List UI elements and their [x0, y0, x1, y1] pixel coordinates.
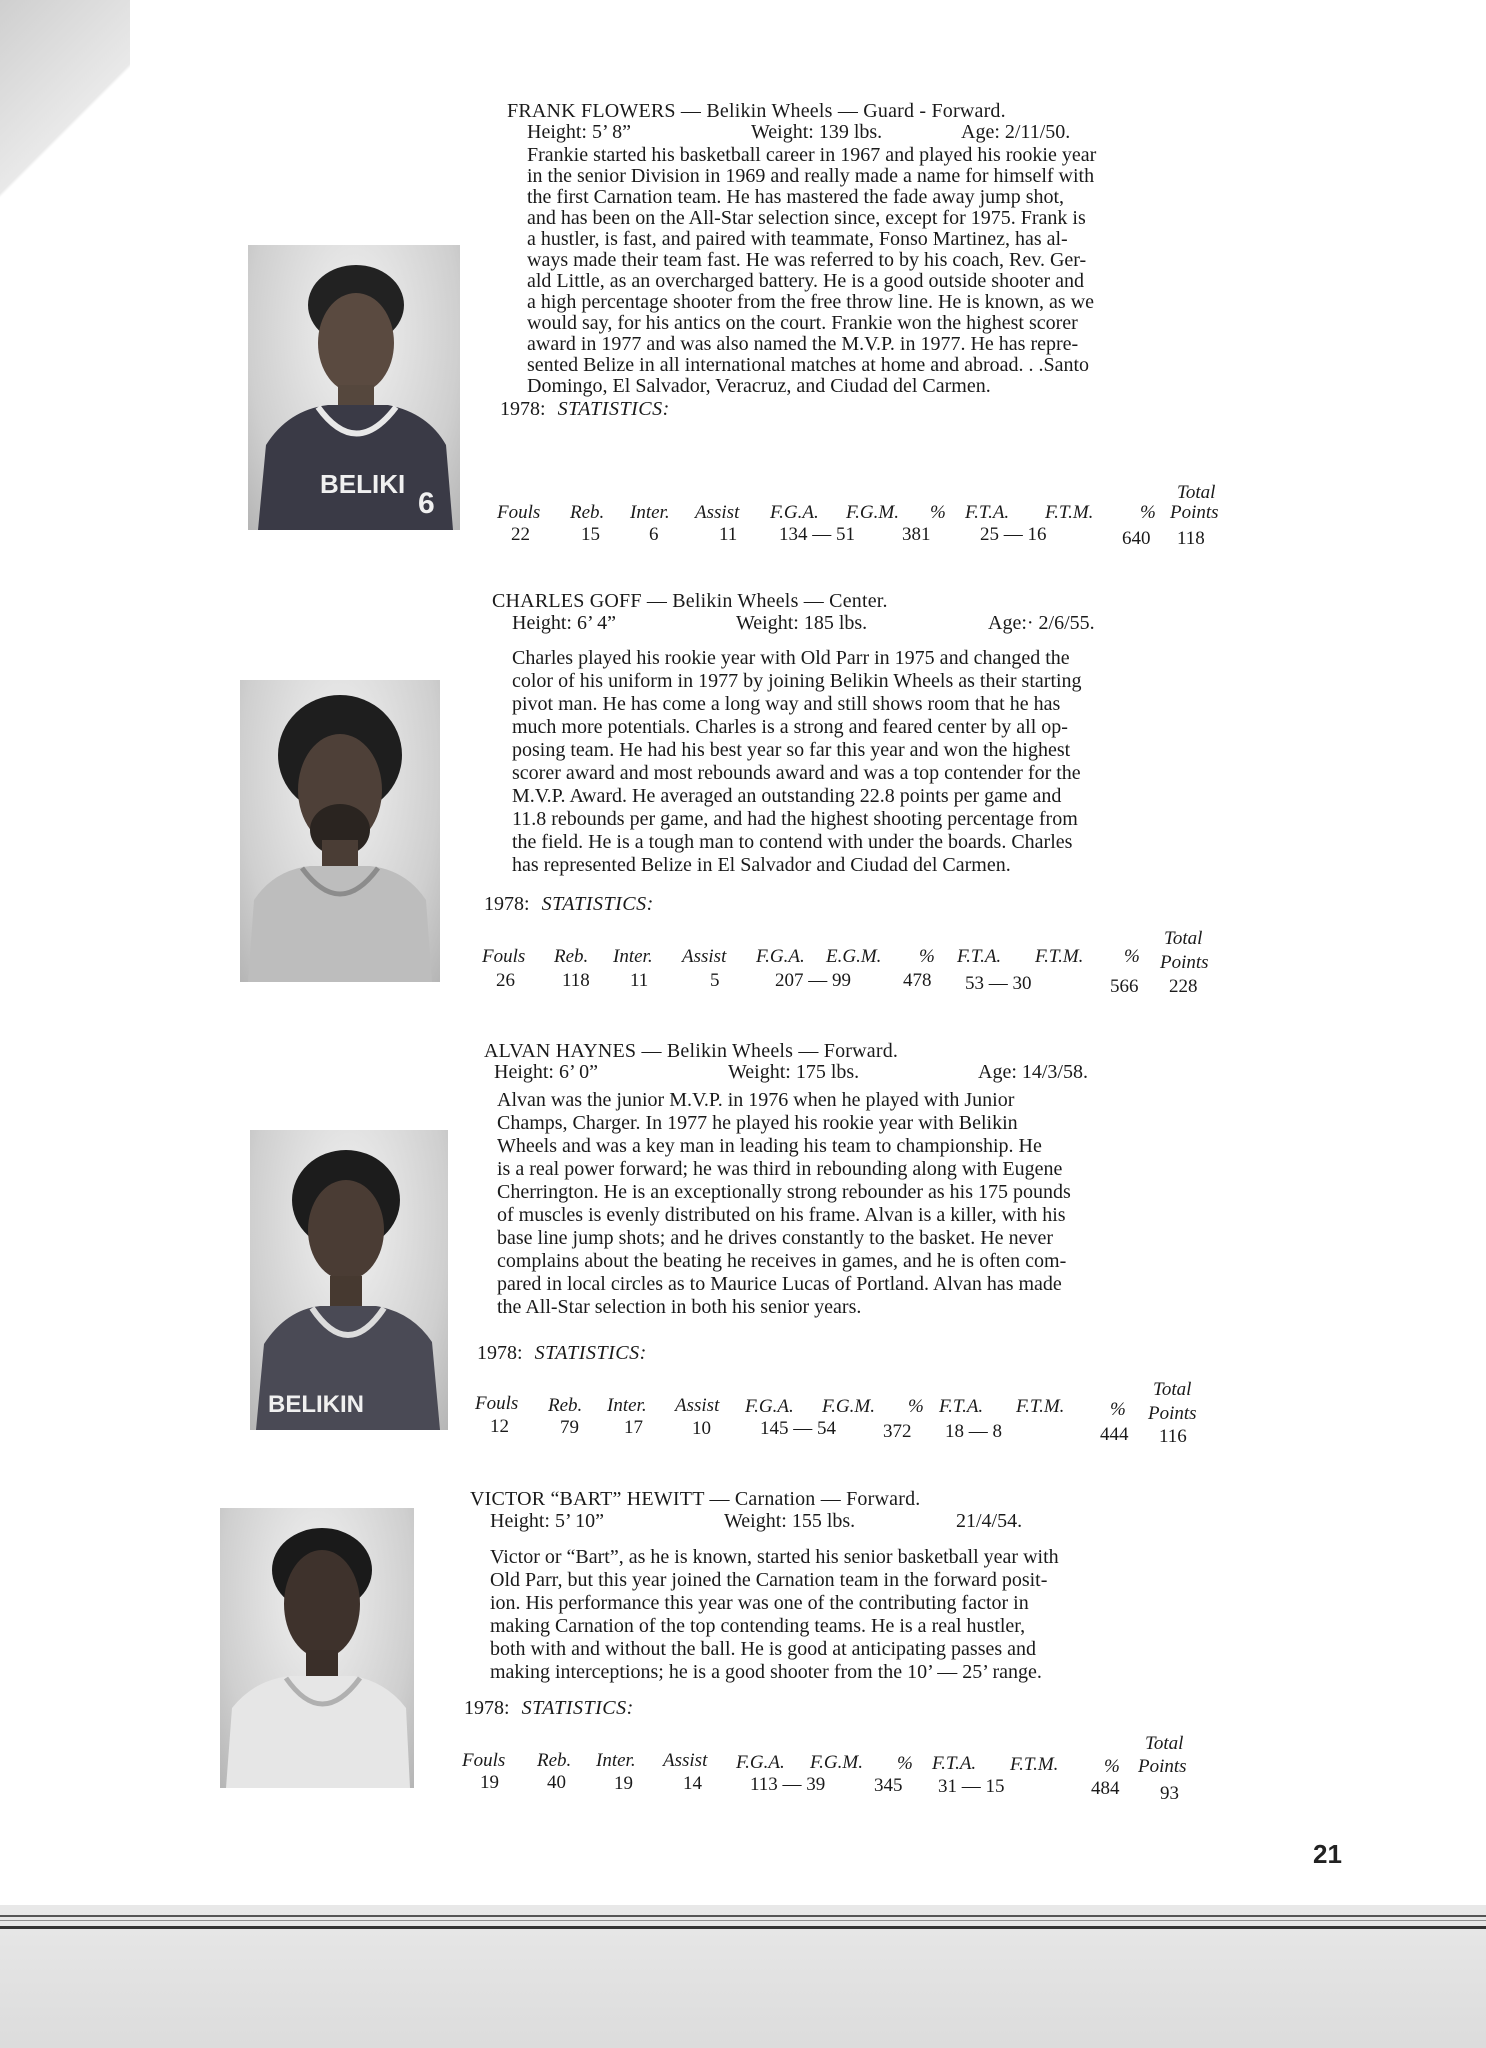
stat-header: Inter. — [607, 1395, 647, 1416]
player-photo — [250, 1130, 448, 1430]
bio-line: much more potentials. Charles is a strong and feared center by all op- — [512, 716, 1068, 738]
bio-line: both with and without the ball. He is good at anticipating passes and — [490, 1638, 1037, 1660]
bio-line: 11.8 rebounds per game, and had the highest shooting percentage from — [512, 808, 1078, 830]
stat-header: F.G.A. — [745, 1396, 794, 1417]
stat-header: Reb. — [537, 1750, 572, 1771]
stat-header: F.T.M. — [1035, 946, 1084, 967]
player-portrait-icon — [250, 1130, 448, 1430]
stat-header: Assist — [663, 1750, 708, 1771]
stat-header: Points — [1148, 1403, 1197, 1424]
bio-line: Old Parr, but this year joined the Carnation team in the forward posit- — [490, 1569, 1048, 1591]
stat-value: 118 — [1177, 528, 1205, 549]
bio-line: ways made their team fast. He was referred to by his coach, Rev. Ger- — [527, 249, 1087, 271]
stats-heading — [464, 1697, 634, 1720]
stat-value: 207 — 99 — [775, 970, 851, 991]
player-age: Age: 2/11/50. — [961, 121, 1071, 143]
bio-line: Wheels and was a key man in leading his team to championship. He — [497, 1135, 1042, 1157]
page-corner-shadow — [0, 0, 130, 300]
stats-title: STATISTICS: — [521, 1697, 634, 1719]
bio-line: Charles played his rookie year with Old Parr in 1975 and changed the — [512, 647, 1070, 669]
stat-value: 118 — [562, 970, 590, 991]
stat-header: % — [1140, 502, 1156, 523]
bio-line: the field. He is a tough man to contend with under the boards. Charles — [512, 831, 1073, 853]
stat-header-total: Total — [1164, 928, 1203, 949]
stat-header: Fouls — [482, 946, 526, 967]
bio-line: color of his uniform in 1977 by joining Belikin Wheels as their starting — [512, 670, 1082, 692]
player-portrait-icon — [248, 245, 460, 530]
stat-value: 19 — [480, 1772, 499, 1793]
player-name-line: FRANK FLOWERS — Belikin Wheels — Guard - Forward. — [507, 100, 1006, 122]
player-age: Age: 14/3/58. — [978, 1061, 1088, 1083]
stat-header: F.G.M. — [822, 1396, 875, 1417]
stat-header: F.T.A. — [939, 1396, 984, 1417]
stat-header: Reb. — [548, 1395, 583, 1416]
bio-line: ald Little, as an overcharged battery. He is a good outside shooter and — [527, 270, 1085, 292]
stat-value: 566 — [1110, 976, 1139, 997]
page-edge-line — [0, 1926, 1486, 1929]
stat-value: 10 — [692, 1418, 711, 1439]
stat-header: Fouls — [475, 1393, 519, 1414]
bio-line: making Carnation of the top contending teams. He is a real hustler, — [490, 1615, 1026, 1637]
stat-header: Assist — [675, 1395, 720, 1416]
bio-line: a high percentage shooter from the free throw line. He is known, as we — [527, 291, 1095, 313]
stat-value: 484 — [1091, 1778, 1120, 1799]
stat-header: F.T.A. — [957, 946, 1002, 967]
bio-line: base line jump shots; and he drives constantly to the basket. He never — [497, 1227, 1053, 1249]
page-edge-line — [0, 1920, 1486, 1921]
bio-line: in the senior Division in 1969 and really made a name for himself with — [527, 165, 1095, 187]
stat-value: 31 — 15 — [938, 1776, 1005, 1797]
bio-line: Cherrington. He is an exceptionally strong rebounder as his 175 pounds — [497, 1181, 1071, 1203]
bio-line: Victor or “Bart”, as he is known, started his senior basketball year with — [490, 1546, 1059, 1568]
stat-value: 372 — [883, 1421, 912, 1442]
bio-line: complains about the beating he receives in games, and he is often com- — [497, 1250, 1067, 1272]
stat-value: 145 — 54 — [760, 1418, 836, 1439]
bio-line: has represented Belize in El Salvador and Ciudad del Carmen. — [512, 854, 1011, 876]
stat-header: F.T.A. — [965, 502, 1010, 523]
stat-value: 11 — [719, 524, 738, 545]
player-weight: Weight: 175 lbs. — [728, 1061, 860, 1083]
stat-header-total: Total — [1145, 1733, 1184, 1754]
stats-title: STATISTICS: — [534, 1342, 647, 1364]
stat-header: % — [908, 1396, 924, 1417]
stat-value: 19 — [614, 1773, 633, 1794]
stat-value: 14 — [683, 1773, 702, 1794]
bio-line: M.V.P. Award. He averaged an outstanding 22.8 points per game and — [512, 785, 1062, 807]
stat-value: 381 — [902, 524, 931, 545]
player-photo — [220, 1508, 414, 1788]
stat-value: 53 — 30 — [965, 973, 1032, 994]
stat-value: 12 — [490, 1416, 509, 1437]
stat-value: 40 — [547, 1772, 566, 1793]
stat-value: 116 — [1159, 1426, 1187, 1447]
player-height: Height: 6’ 0” — [494, 1061, 599, 1083]
stat-value: 25 — 16 — [980, 524, 1047, 545]
stat-header: F.T.M. — [1045, 502, 1094, 523]
stat-value: 478 — [903, 970, 932, 991]
stats-heading — [477, 1342, 647, 1365]
bio-line: and has been on the All-Star selection since, except for 1975. Frank is — [527, 207, 1086, 229]
stat-header: F.G.M. — [810, 1752, 863, 1773]
page-edge-line — [0, 1915, 1486, 1917]
player-portrait-icon — [240, 680, 440, 982]
bio-line: Frankie started his basketball career in 1967 and played his rookie year — [527, 144, 1097, 166]
player-name-line: VICTOR “BART” HEWITT — Carnation — Forward. — [470, 1488, 921, 1510]
player-photo — [248, 245, 460, 530]
player-height: Height: 5’ 10” — [490, 1510, 605, 1532]
stat-header: F.T.A. — [932, 1753, 977, 1774]
stats-year: 1978: — [477, 1342, 523, 1364]
jersey-text: BELIKI — [320, 469, 406, 499]
stat-value: 15 — [581, 524, 600, 545]
stat-value: 5 — [710, 970, 720, 991]
player-age: 21/4/54. — [956, 1510, 1023, 1532]
stat-value: 228 — [1169, 976, 1198, 997]
bio-line: sented Belize in all international matches at home and abroad. . .Santo — [527, 354, 1090, 376]
stat-header: F.G.A. — [770, 502, 819, 523]
stat-header: % — [930, 502, 946, 523]
stat-value: 113 — 39 — [750, 1774, 826, 1795]
player-portrait-icon — [220, 1508, 414, 1788]
bio-line: ion. His performance this year was one of the contributing factor in — [490, 1592, 1029, 1614]
stat-value: 6 — [649, 524, 659, 545]
stat-value: 11 — [630, 970, 649, 991]
stat-header: Points — [1138, 1756, 1187, 1777]
bio-line: a hustler, is fast, and paired with teammate, Fonso Martinez, has al- — [527, 228, 1068, 250]
stat-header-total: Total — [1153, 1379, 1192, 1400]
player-weight: Weight: 155 lbs. — [724, 1510, 856, 1532]
stat-header: Points — [1160, 952, 1209, 973]
bio-line: Alvan was the junior M.V.P. in 1976 when he played with Junior — [497, 1089, 1015, 1111]
stat-value: 640 — [1122, 528, 1151, 549]
bio-line: of muscles is evenly distributed on his frame. Alvan is a killer, with his — [497, 1204, 1066, 1226]
stat-header: F.G.A. — [736, 1752, 785, 1773]
stats-title: STATISTICS: — [541, 893, 654, 915]
bio-line: Champs, Charger. In 1977 he played his rookie year with Belikin — [497, 1112, 1018, 1134]
stats-title: STATISTICS: — [557, 398, 670, 420]
stat-value: 18 — 8 — [945, 1421, 1002, 1442]
bio-line: making interceptions; he is a good shooter from the 10’ — 25’ range. — [490, 1661, 1042, 1683]
stat-header: E.G.M. — [826, 946, 882, 967]
stat-header: F.T.M. — [1016, 1396, 1065, 1417]
player-name-line: ALVAN HAYNES — Belikin Wheels — Forward. — [484, 1040, 899, 1062]
stats-year: 1978: — [484, 893, 530, 915]
player-photo — [240, 680, 440, 982]
stat-value: 345 — [874, 1775, 903, 1796]
player-name-line: CHARLES GOFF — Belikin Wheels — Center. — [492, 590, 888, 612]
stat-header: Inter. — [596, 1750, 636, 1771]
bio-line: pivot man. He has come a long way and still shows room that he has — [512, 693, 1061, 715]
bio-line: is a real power forward; he was third in rebounding along with Eugene — [497, 1158, 1063, 1180]
player-weight: Weight: 185 lbs. — [736, 612, 868, 634]
bio-line: award in 1977 and was also named the M.V.P. in 1977. He has repre- — [527, 333, 1079, 355]
stat-value: 134 — 51 — [779, 524, 855, 545]
stats-year: 1978: — [464, 1697, 510, 1719]
stat-header: Reb. — [570, 502, 605, 523]
stat-header: F.G.M. — [846, 502, 899, 523]
player-age: Age:· 2/6/55. — [988, 612, 1095, 634]
player-height: Height: 5’ 8” — [527, 121, 632, 143]
stat-header-total: Total — [1177, 482, 1216, 503]
stat-header: Fouls — [462, 1750, 506, 1771]
stat-header: % — [897, 1753, 913, 1774]
bio-line: scorer award and most rebounds award and was a top contender for the — [512, 762, 1081, 784]
stat-header: Fouls — [497, 502, 541, 523]
jersey-text: BELIKIN — [268, 1391, 364, 1418]
stat-value: 79 — [560, 1417, 579, 1438]
stat-header: % — [919, 946, 935, 967]
stat-header: % — [1104, 1756, 1120, 1777]
bio-line: Domingo, El Salvador, Veracruz, and Ciudad del Carmen. — [527, 375, 991, 397]
stat-header: Points — [1170, 502, 1219, 523]
stat-header: % — [1110, 1399, 1126, 1420]
stats-heading — [500, 398, 670, 421]
stat-header: Assist — [695, 502, 740, 523]
player-height: Height: 6’ 4” — [512, 612, 617, 634]
page-number: 21 — [1313, 1839, 1342, 1869]
stat-header: Inter. — [630, 502, 670, 523]
jersey-number: 6 — [418, 487, 435, 520]
bio-line: posing team. He had his best year so far this year and won the highest — [512, 739, 1071, 761]
stat-header: Assist — [682, 946, 727, 967]
bio-line: the All-Star selection in both his senior years. — [497, 1296, 862, 1318]
stats-heading — [484, 893, 654, 916]
stat-header: F.G.A. — [756, 946, 805, 967]
stat-header: % — [1124, 946, 1140, 967]
stat-value: 444 — [1100, 1424, 1129, 1445]
stats-year: 1978: — [500, 398, 546, 420]
stat-header: Reb. — [554, 946, 589, 967]
stat-header: Inter. — [613, 946, 653, 967]
player-weight: Weight: 139 lbs. — [751, 121, 883, 143]
stat-value: 93 — [1160, 1783, 1179, 1804]
bio-line: pared in local circles as to Maurice Lucas of Portland. Alvan has made — [497, 1273, 1062, 1295]
bio-line: would say, for his antics on the court. Frankie won the highest scorer — [527, 312, 1078, 334]
stat-value: 17 — [624, 1417, 643, 1438]
bio-line: the first Carnation team. He has mastered the fade away jump shot, — [527, 186, 1065, 208]
stat-value: 22 — [511, 524, 530, 545]
stat-value: 26 — [496, 970, 515, 991]
stat-header: F.T.M. — [1010, 1754, 1059, 1775]
